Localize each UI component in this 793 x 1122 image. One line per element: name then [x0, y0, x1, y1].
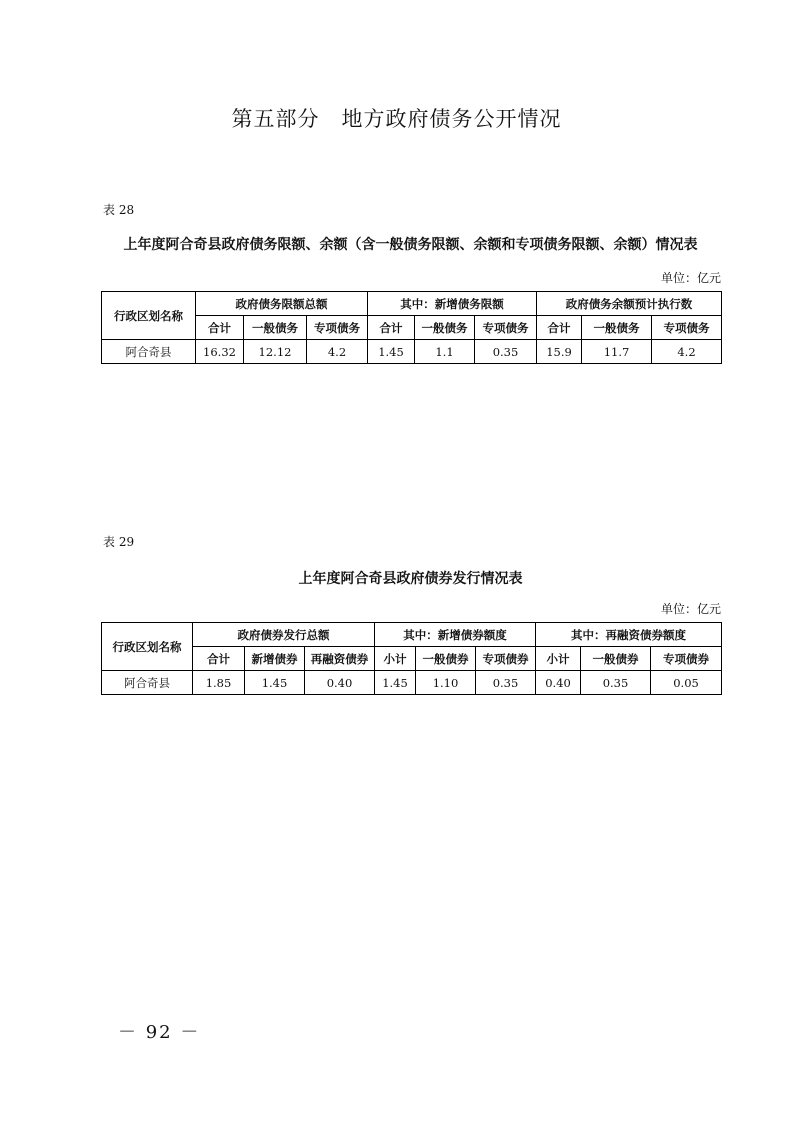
subheader-cell: 专项债务 [475, 316, 537, 340]
subheader-cell: 一般债券 [581, 647, 651, 671]
value-cell: 1.10 [416, 671, 476, 695]
table-header-row [102, 292, 722, 316]
subheader-cell: 新增债券 [245, 647, 305, 671]
value-cell: 4.2 [652, 340, 722, 364]
subheader-cell: 再融资债券 [305, 647, 375, 671]
subheader-cell: 小计 [536, 647, 581, 671]
subheader-cell: 合计 [196, 316, 244, 340]
page-number: － 92 － [118, 1022, 201, 1043]
value-cell: 0.40 [305, 671, 375, 695]
subheader-cell: 合计 [193, 647, 245, 671]
region-header: 行政区划名称 [102, 292, 196, 340]
value-cell: 0.40 [536, 671, 581, 695]
region-header: 行政区划名称 [102, 623, 193, 671]
value-cell: 0.05 [651, 671, 722, 695]
subheader-cell: 合计 [537, 316, 582, 340]
subheader-cell: 合计 [368, 316, 415, 340]
group-header: 其中：新增债务限额 [368, 292, 537, 316]
group-header: 其中：新增债券额度 [375, 623, 536, 647]
table-28-title: 上年度阿合奇县政府债务限额、余额（含一般债务限额、余额和专项债务限额、余额）情况表 [123, 237, 698, 253]
table-29 [101, 622, 722, 695]
subheader-cell: 小计 [375, 647, 416, 671]
value-cell: 11.7 [582, 340, 652, 364]
table-header-row [102, 623, 722, 647]
value-cell: 0.35 [581, 671, 651, 695]
table-28-label: 表 28 [103, 203, 135, 217]
table-29-unit: 单位：亿元 [660, 602, 721, 616]
table-row [102, 340, 722, 364]
subheader-cell: 专项债券 [651, 647, 722, 671]
value-cell: 1.45 [368, 340, 415, 364]
subheader-cell: 专项债务 [307, 316, 368, 340]
group-header: 政府债券发行总额 [193, 623, 375, 647]
region-cell: 阿合奇县 [102, 340, 196, 364]
table-28-unit: 单位：亿元 [660, 271, 721, 285]
value-cell: 16.32 [196, 340, 244, 364]
subheader-cell: 专项债务 [652, 316, 722, 340]
table-subheader-row [102, 647, 722, 671]
table-29-title: 上年度阿合奇县政府债券发行情况表 [298, 571, 523, 587]
page-title [0, 103, 793, 133]
group-header: 政府债务限额总额 [196, 292, 368, 316]
part-title: 地方政府债务公开情况 [341, 107, 562, 131]
value-cell: 15.9 [537, 340, 582, 364]
region-cell: 阿合奇县 [102, 671, 193, 695]
table-29-label: 表 29 [103, 535, 135, 549]
group-header: 政府债务余额预计执行数 [537, 292, 722, 316]
subheader-cell: 一般债务 [582, 316, 652, 340]
value-cell: 0.35 [476, 671, 536, 695]
group-header: 其中：再融资债券额度 [536, 623, 722, 647]
value-cell: 1.45 [245, 671, 305, 695]
value-cell: 4.2 [307, 340, 368, 364]
value-cell: 1.45 [375, 671, 416, 695]
value-cell: 0.35 [475, 340, 537, 364]
subheader-cell: 专项债券 [476, 647, 536, 671]
value-cell: 1.1 [415, 340, 475, 364]
table-28 [101, 291, 722, 364]
value-cell: 1.85 [193, 671, 245, 695]
part-label: 第五部分 [231, 107, 320, 131]
subheader-cell: 一般债务 [415, 316, 475, 340]
subheader-cell: 一般债券 [416, 647, 476, 671]
value-cell: 12.12 [244, 340, 307, 364]
table-row [102, 671, 722, 695]
subheader-cell: 一般债务 [244, 316, 307, 340]
